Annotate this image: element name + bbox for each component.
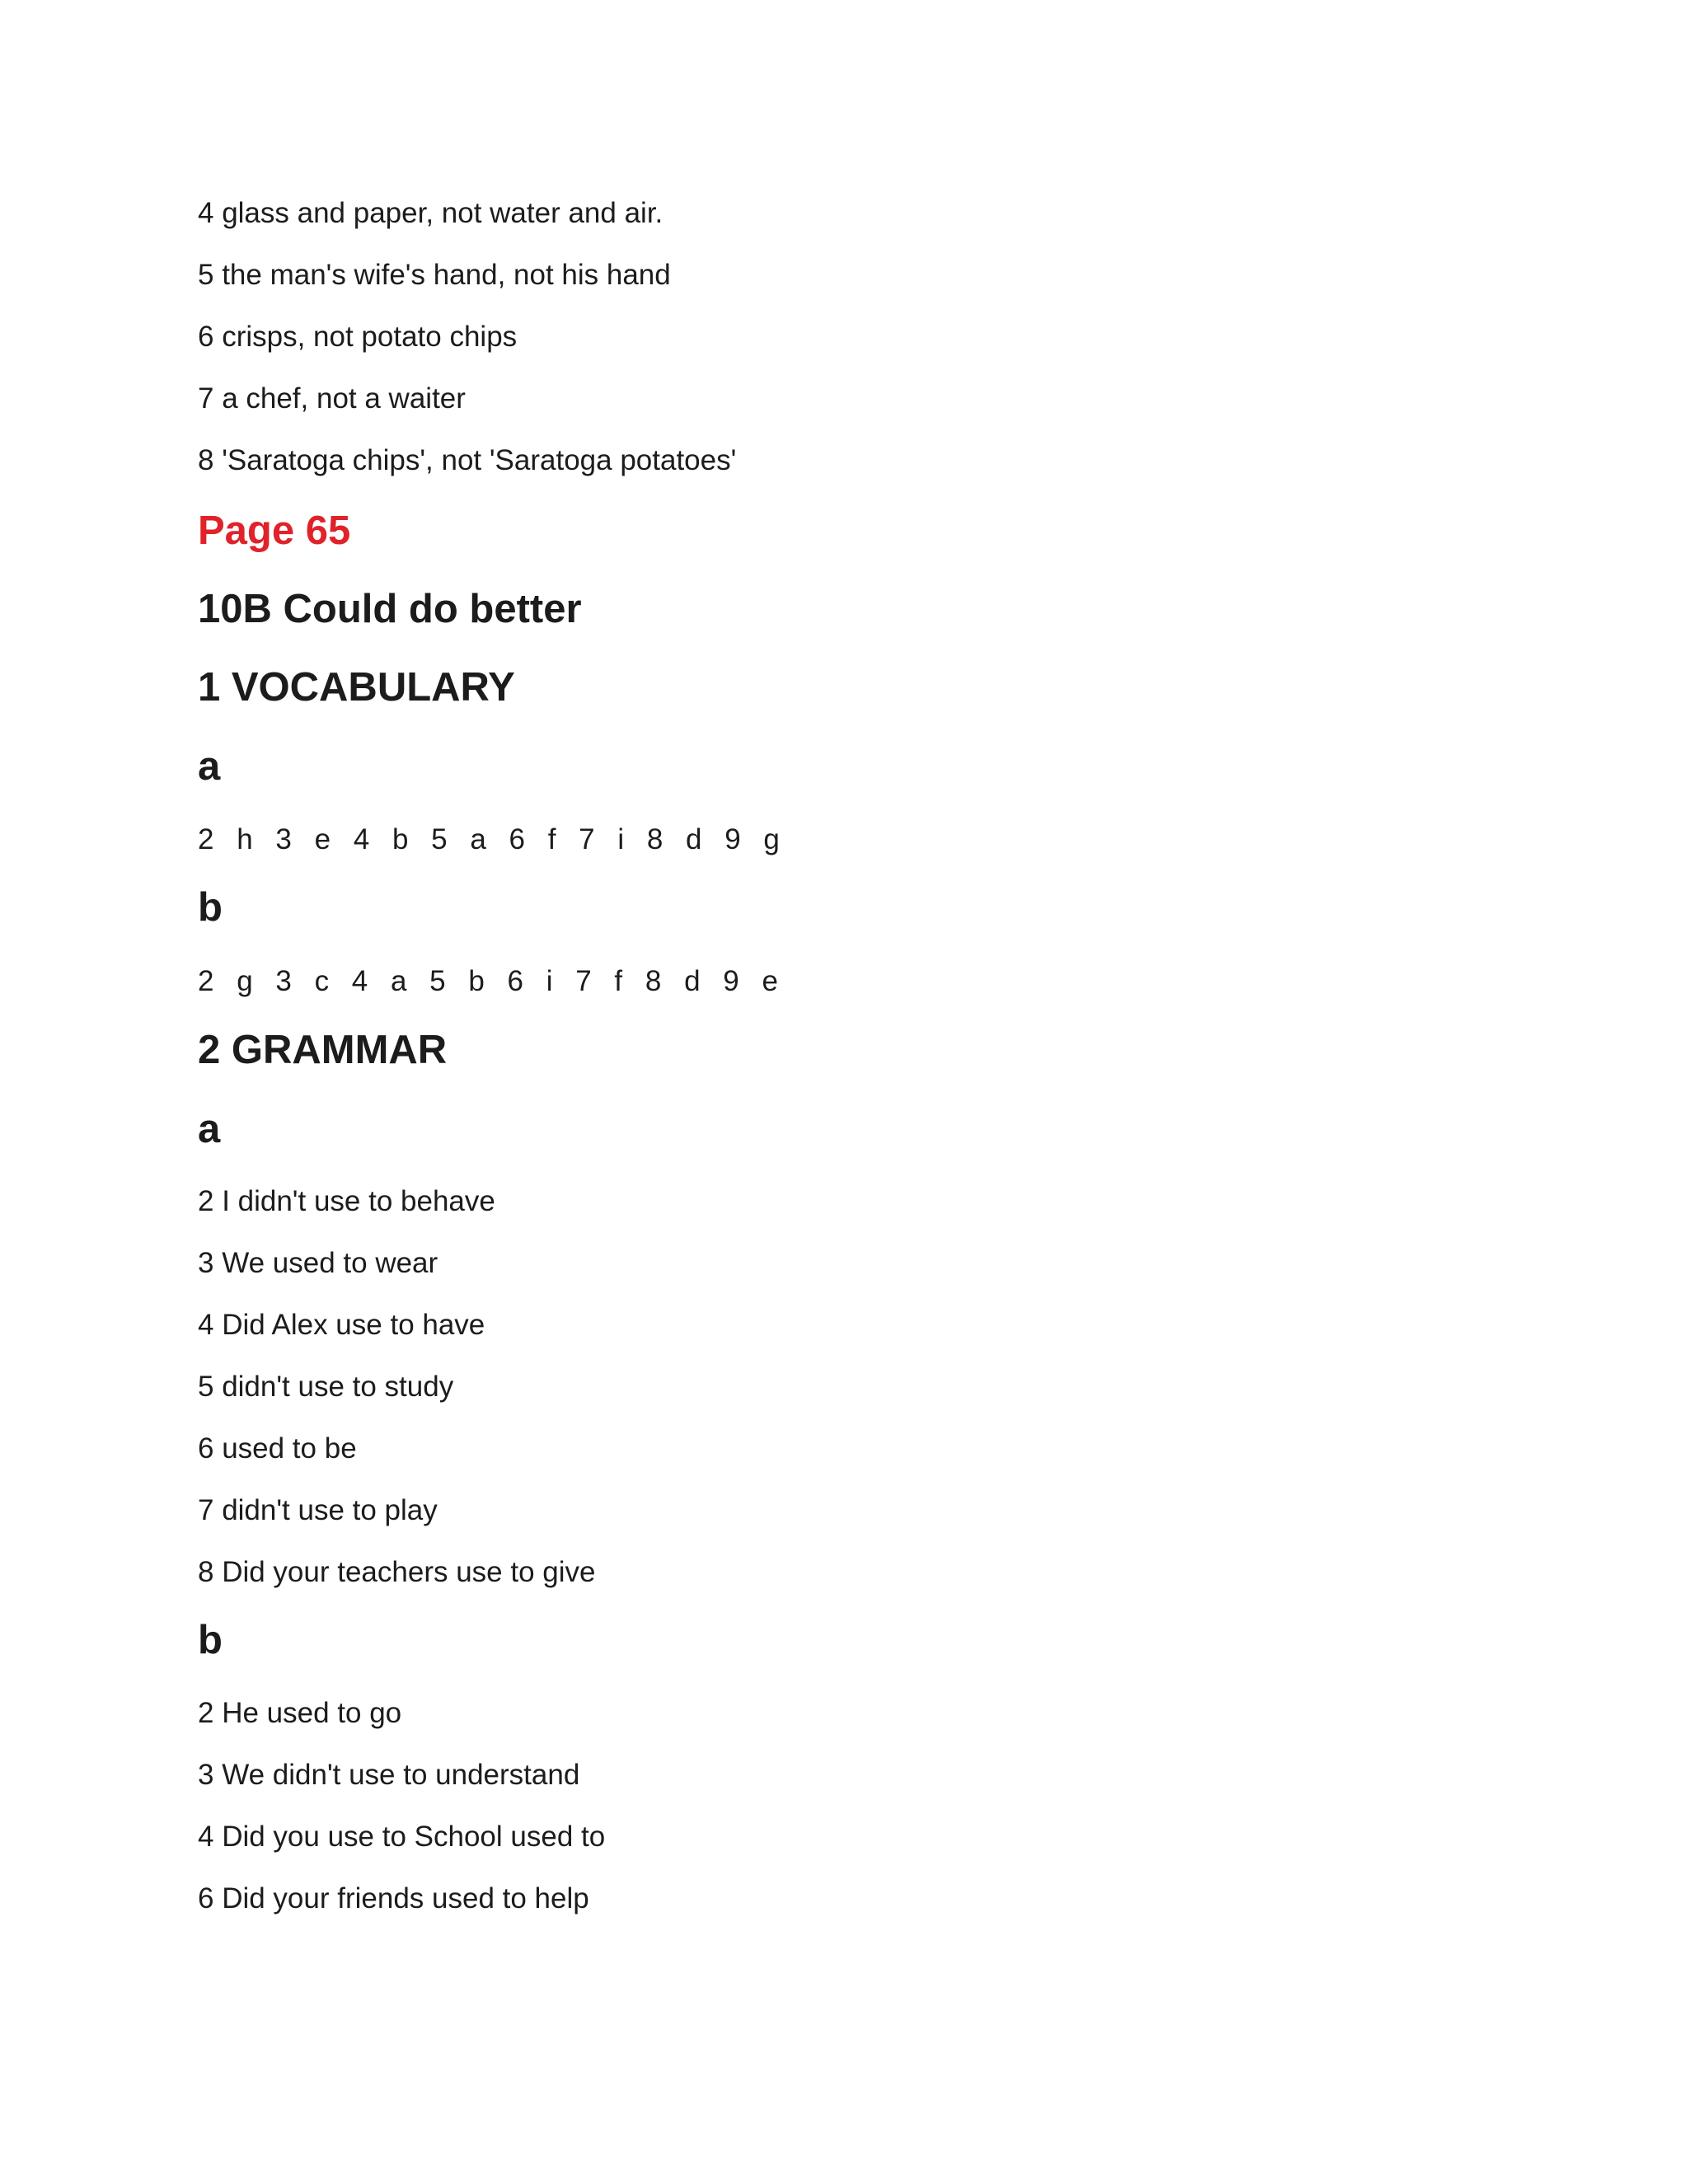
grammar-b-item: 2 He used to go bbox=[198, 1697, 402, 1729]
grammar-a-item: 3 We used to wear bbox=[198, 1247, 438, 1279]
grammar-a-item: 2 I didn't use to behave bbox=[198, 1185, 495, 1217]
vocabulary-part-a-answers: 2 h 3 e 4 b 5 a 6 f 7 i 8 d 9 g bbox=[198, 823, 782, 855]
grammar-b-item: 4 Did you use to School used to bbox=[198, 1821, 606, 1853]
lesson-title: 10B Could do better bbox=[198, 587, 582, 631]
grammar-a-item: 6 used to be bbox=[198, 1432, 357, 1465]
grammar-b-item: 3 We didn't use to understand bbox=[198, 1759, 580, 1791]
list-item: 8 'Saratoga chips', not 'Saratoga potatoes' bbox=[198, 444, 737, 476]
grammar-part-a-label: a bbox=[198, 1107, 221, 1151]
vocabulary-part-a-label: a bbox=[198, 744, 221, 789]
vocabulary-part-b-answers: 2 g 3 c 4 a 5 b 6 i 7 f 8 d 9 e bbox=[198, 965, 781, 997]
grammar-a-item: 8 Did your teachers use to give bbox=[198, 1556, 596, 1588]
grammar-b-item: 6 Did your friends used to help bbox=[198, 1882, 589, 1915]
grammar-a-item: 7 didn't use to play bbox=[198, 1494, 438, 1526]
section-title-vocabulary: 1 VOCABULARY bbox=[198, 665, 515, 710]
list-item: 5 the man's wife's hand, not his hand bbox=[198, 259, 671, 291]
grammar-a-item: 5 didn't use to study bbox=[198, 1371, 454, 1403]
list-item: 4 glass and paper, not water and air. bbox=[198, 197, 663, 229]
page-reference: Page 65 bbox=[198, 509, 351, 553]
list-item: 7 a chef, not a waiter bbox=[198, 382, 466, 415]
grammar-part-b-label: b bbox=[198, 1618, 223, 1662]
grammar-a-item: 4 Did Alex use to have bbox=[198, 1309, 485, 1341]
section-title-grammar: 2 GRAMMAR bbox=[198, 1028, 448, 1072]
list-item: 6 crisps, not potato chips bbox=[198, 321, 518, 353]
vocabulary-part-b-label: b bbox=[198, 885, 223, 930]
